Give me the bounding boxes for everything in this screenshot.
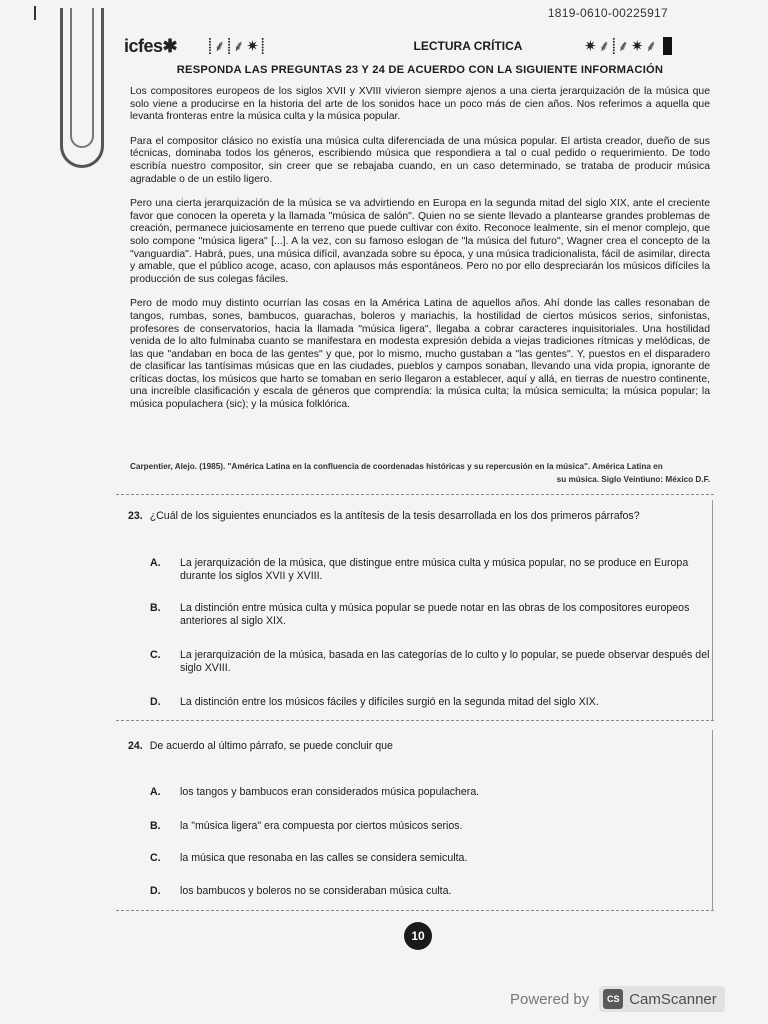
option-letter: A.	[150, 557, 161, 569]
option-text: La distinción entre música culta y música popular se puede notar en las obras de los compositores europeos anteriores al siglo XIX.	[180, 602, 690, 627]
citation-end: su música. Siglo Veintiuno: México D.F.	[556, 475, 710, 484]
option-23-c[interactable]	[150, 649, 710, 675]
option-letter: C.	[150, 852, 161, 864]
divider-line	[116, 494, 714, 495]
option-24-c[interactable]	[150, 852, 710, 865]
paragraph-2: Para el compositor clásico no existía una música culta diferenciada de una música popular. El artista creador, dueño de sus técnicas, dominaba todos los géneros, escribiendo música que respondiera a tal o cual pedido o requerimiento. De todo escribía nuestro compositor, sin creer que se rebajaba cuando, en un caso determinado, se trataba de producir música agradable o de un estilo ligero.	[130, 135, 710, 185]
option-text: La distinción entre los músicos fáciles y difíciles surgió en la segunda mitad del siglo XIX.	[180, 696, 599, 708]
question-23-stem	[128, 510, 712, 523]
option-text: los tangos y bambucos eran considerados música populachera.	[180, 786, 480, 798]
paragraph-4: Pero de modo muy distinto ocurrían las cosas en la América Latina de aquellos años. Ahí donde las calles resonaban de tangos, rumbas, sones, bambucos, guarachas, boleros y mariachis, la hostilidad de ciertos músicos serios, sinfonistas, profesores de conservatorios, hacia la llamada "música ligera", llegaba a cobrar caracteres inquisitoriales. Una hostilidad venida de lo alto fulminaba cuanto se manifestara en modesta expresión debida a viejas tradiciones rítmicas y melódicas, de las que "andaban en boca de las gentes" y que, por lo mismo, mucho gustaban a "las gentes". Y, puestos en el disparadero de clasificar las tantísimas músicas que en las ciudades, pueblos y campos sonaban, llevando una vida propia, ignorante de críticas doctas, los músicos que harto se tomaban en serio llegaron a establecer, aquí y allá, en tierras de nuestro continente, una increíble clasificación y escala de géneros que comprendía: la música culta; la música semiculta; la música popular; la música populachera (sic); y la música folklórica.	[130, 298, 710, 411]
option-23-b[interactable]	[150, 602, 710, 628]
divider-line	[116, 910, 714, 911]
option-text: la "música ligera" era compuesta por ciertos músicos serios.	[180, 820, 463, 832]
palm-decoration-right-icon: ✷⸙⸽⸙✷⸙	[584, 37, 659, 55]
powered-by-label: Powered by	[510, 990, 590, 1008]
margin-tick	[34, 6, 36, 20]
source-citation	[130, 460, 710, 486]
option-letter: B.	[150, 820, 161, 832]
paragraph-1: Los compositores europeos de los siglos XVII y XVIII vivieron siempre ajenos a una cierta jerarquización de la música que solo viene a producirse en la historia del arte de los sonidos hace un poco más de cien años. Nos referimos a aquella que levanta fronteras entre la música culta y la música popular.	[130, 86, 710, 123]
camscanner-icon: CS	[603, 989, 623, 1009]
question-24-stem	[128, 740, 712, 753]
option-letter: C.	[150, 649, 161, 661]
paper-clip-inner	[70, 8, 94, 148]
palm-decoration-icon: ⸽⸙⸽⸙✷⸽	[208, 37, 267, 55]
option-23-d[interactable]	[150, 696, 710, 709]
option-letter: D.	[150, 885, 161, 897]
option-24-d[interactable]	[150, 885, 710, 898]
citation-text: Carpentier, Alejo. (1985). "América Latina en la confluencia de coordenadas históricas y su repercusión en la música". América Latina en	[130, 462, 663, 471]
option-text: La jerarquización de la música, basada en las categorías de lo culto y lo popular, se puede observar después del siglo XVIII.	[180, 649, 710, 674]
icfes-logo: icfes✱	[124, 35, 178, 56]
option-24-a[interactable]	[150, 786, 710, 799]
question-number: 23.	[128, 510, 143, 522]
question-text: ¿Cuál de los siguientes enunciados es la antítesis de la tesis desarrollada en los dos primeros párrafos?	[149, 510, 640, 522]
option-text: los bambucos y boleros no se consideraban música culta.	[180, 885, 452, 897]
subject-title: LECTURA CRÍTICA	[413, 39, 523, 53]
page-number-badge: 10	[404, 922, 432, 950]
camscanner-watermark	[510, 986, 725, 1012]
camscanner-badge	[599, 986, 725, 1012]
paragraph-3: Pero una cierta jerarquización de la música se va advirtiendo en Europa en la segunda mitad del siglo XIX, ante el creciente favor que conocen la opereta y la llamada "música de salón". Quien no se siente llevado a plantearse grandes problemas de creación, permanece juiciosamente en terreno que puede cultivar con éxito. Reconoce lealmente, sin el menor complejo, que solo compone "música ligera" [...]. A la vez, con su famoso eslogan de "la música del futuro", Wagner crea el concepto de la "vanguardia". Habrá, pues, una música difícil, avanzada sobre su época, y una música tradicionalista, fácil de asimilar, directa y amable, que el público acoge, acaso, con aplausos más espontáneos. Pero no por ello despreciarán los músicos difíciles la producción de sus colegas fáciles.	[130, 198, 710, 285]
option-text: La jerarquización de la música, que distingue entre música culta y música popular, no se produce en Europa durante los siglos XVII y XVIII.	[180, 557, 689, 582]
option-text: la música que resonaba en las calles se considera semiculta.	[180, 852, 468, 864]
edge-marker	[663, 37, 672, 55]
option-23-a[interactable]	[150, 557, 710, 583]
reading-text	[130, 86, 710, 424]
question-text: De acuerdo al último párrafo, se puede concluir que	[149, 740, 393, 752]
instruction-heading: RESPONDA LAS PREGUNTAS 23 Y 24 DE ACUERDO CON LA SIGUIENTE INFORMACIÓN	[176, 64, 664, 76]
option-24-b[interactable]	[150, 820, 710, 833]
option-letter: A.	[150, 786, 161, 798]
option-letter: B.	[150, 602, 161, 614]
option-letter: D.	[150, 696, 161, 708]
page-header	[124, 32, 720, 60]
camscanner-brand: CamScanner	[629, 990, 717, 1008]
divider-line	[116, 720, 714, 721]
margin-line	[712, 730, 713, 910]
booklet-code: 1819-0610-00225917	[547, 6, 668, 20]
question-number: 24.	[128, 740, 143, 752]
margin-line	[712, 500, 713, 720]
